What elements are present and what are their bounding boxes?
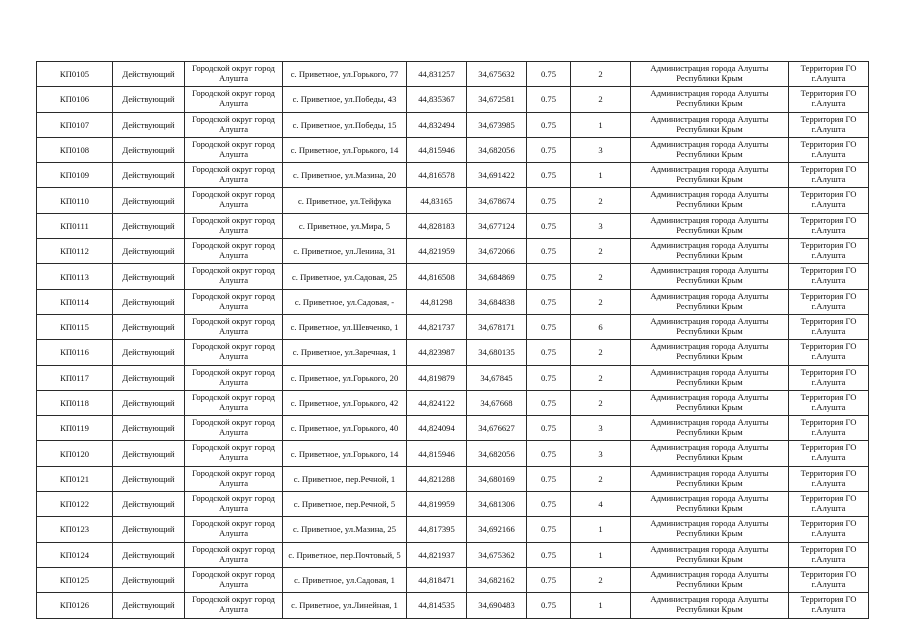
cell-volume: 0.75: [527, 492, 571, 517]
collection-points-table: [36, 61, 869, 619]
cell-code: КП0108: [37, 137, 113, 162]
cell-code: КП0118: [37, 390, 113, 415]
cell-owner: Администрация города Алушты Республики Крым: [631, 542, 789, 567]
cell-volume: 0.75: [527, 466, 571, 491]
cell-latitude: 44,81298: [407, 289, 467, 314]
cell-container-count: 1: [571, 593, 631, 618]
cell-territory: Территория ГО г.Алушта: [789, 137, 869, 162]
cell-status: Действующий: [113, 517, 185, 542]
cell-code: КП0114: [37, 289, 113, 314]
cell-municipality: Городской округ город Алушта: [185, 213, 283, 238]
cell-latitude: 44,83165: [407, 188, 467, 213]
cell-territory: Территория ГО г.Алушта: [789, 314, 869, 339]
cell-territory: Территория ГО г.Алушта: [789, 390, 869, 415]
cell-longitude: 34,681306: [467, 492, 527, 517]
cell-municipality: Городской округ город Алушта: [185, 466, 283, 491]
cell-volume: 0.75: [527, 340, 571, 365]
cell-address: с. Приветное, пер.Почтовый, 5: [283, 542, 407, 567]
cell-municipality: Городской округ город Алушта: [185, 340, 283, 365]
cell-territory: Территория ГО г.Алушта: [789, 593, 869, 618]
cell-owner: Администрация города Алушты Республики Крым: [631, 163, 789, 188]
cell-container-count: 3: [571, 441, 631, 466]
cell-status: Действующий: [113, 492, 185, 517]
cell-code: КП0113: [37, 264, 113, 289]
cell-municipality: Городской округ город Алушта: [185, 517, 283, 542]
cell-latitude: 44,828183: [407, 213, 467, 238]
cell-address: с. Приветное, ул.Горького, 42: [283, 390, 407, 415]
cell-container-count: 2: [571, 365, 631, 390]
table-body: [37, 62, 869, 619]
cell-longitude: 34,682162: [467, 567, 527, 592]
table-row: [37, 466, 869, 491]
table-row: [37, 492, 869, 517]
cell-owner: Администрация города Алушты Республики Крым: [631, 137, 789, 162]
cell-status: Действующий: [113, 416, 185, 441]
cell-code: КП0120: [37, 441, 113, 466]
cell-volume: 0.75: [527, 213, 571, 238]
cell-latitude: 44,819959: [407, 492, 467, 517]
cell-latitude: 44,817395: [407, 517, 467, 542]
cell-container-count: 2: [571, 340, 631, 365]
cell-status: Действующий: [113, 466, 185, 491]
cell-owner: Администрация города Алушты Республики Крым: [631, 264, 789, 289]
cell-address: с. Приветное, ул.Победы, 43: [283, 87, 407, 112]
cell-longitude: 34,67668: [467, 390, 527, 415]
cell-status: Действующий: [113, 365, 185, 390]
cell-address: с. Приветное, ул.Ленина, 31: [283, 239, 407, 264]
cell-container-count: 2: [571, 62, 631, 87]
cell-latitude: 44,814535: [407, 593, 467, 618]
cell-territory: Территория ГО г.Алушта: [789, 87, 869, 112]
cell-owner: Администрация города Алушты Республики Крым: [631, 466, 789, 491]
cell-volume: 0.75: [527, 416, 571, 441]
cell-longitude: 34,677124: [467, 213, 527, 238]
cell-municipality: Городской округ город Алушта: [185, 365, 283, 390]
cell-status: Действующий: [113, 567, 185, 592]
cell-latitude: 44,819879: [407, 365, 467, 390]
cell-territory: Территория ГО г.Алушта: [789, 112, 869, 137]
cell-municipality: Городской округ город Алушта: [185, 289, 283, 314]
cell-owner: Администрация города Алушты Республики Крым: [631, 517, 789, 542]
cell-longitude: 34,692166: [467, 517, 527, 542]
cell-longitude: 34,672066: [467, 239, 527, 264]
cell-status: Действующий: [113, 593, 185, 618]
cell-code: КП0111: [37, 213, 113, 238]
cell-volume: 0.75: [527, 390, 571, 415]
cell-municipality: Городской округ город Алушта: [185, 416, 283, 441]
cell-code: КП0115: [37, 314, 113, 339]
cell-address: с. Приветное, ул.Садовая, -: [283, 289, 407, 314]
table-row: [37, 62, 869, 87]
cell-container-count: 3: [571, 213, 631, 238]
cell-owner: Администрация города Алушты Республики Крым: [631, 365, 789, 390]
cell-longitude: 34,690483: [467, 593, 527, 618]
cell-territory: Территория ГО г.Алушта: [789, 62, 869, 87]
cell-address: с. Приветное, ул.Садовая, 25: [283, 264, 407, 289]
cell-longitude: 34,680135: [467, 340, 527, 365]
cell-container-count: 3: [571, 416, 631, 441]
cell-owner: Администрация города Алушты Республики Крым: [631, 289, 789, 314]
cell-code: КП0109: [37, 163, 113, 188]
cell-volume: 0.75: [527, 112, 571, 137]
cell-status: Действующий: [113, 137, 185, 162]
cell-latitude: 44,824094: [407, 416, 467, 441]
cell-status: Действующий: [113, 390, 185, 415]
cell-municipality: Городской округ город Алушта: [185, 112, 283, 137]
cell-address: с. Приветное, ул.Мазина, 20: [283, 163, 407, 188]
cell-status: Действующий: [113, 112, 185, 137]
table-row: [37, 542, 869, 567]
table-row: [37, 340, 869, 365]
cell-longitude: 34,678674: [467, 188, 527, 213]
cell-volume: 0.75: [527, 441, 571, 466]
cell-container-count: 2: [571, 188, 631, 213]
table-row: [37, 112, 869, 137]
table-row: [37, 188, 869, 213]
table-row: [37, 390, 869, 415]
cell-territory: Территория ГО г.Алушта: [789, 365, 869, 390]
cell-owner: Администрация города Алушты Республики Крым: [631, 188, 789, 213]
cell-container-count: 2: [571, 289, 631, 314]
cell-code: КП0106: [37, 87, 113, 112]
cell-container-count: 2: [571, 466, 631, 491]
cell-owner: Администрация города Алушты Республики Крым: [631, 213, 789, 238]
table-row: [37, 289, 869, 314]
cell-latitude: 44,821288: [407, 466, 467, 491]
cell-address: с. Приветное, ул.Победы, 15: [283, 112, 407, 137]
table-row: [37, 517, 869, 542]
cell-longitude: 34,682056: [467, 137, 527, 162]
cell-longitude: 34,684869: [467, 264, 527, 289]
cell-container-count: 4: [571, 492, 631, 517]
cell-territory: Территория ГО г.Алушта: [789, 239, 869, 264]
cell-latitude: 44,821737: [407, 314, 467, 339]
cell-longitude: 34,678171: [467, 314, 527, 339]
cell-latitude: 44,815946: [407, 137, 467, 162]
cell-territory: Территория ГО г.Алушта: [789, 264, 869, 289]
cell-container-count: 2: [571, 264, 631, 289]
cell-status: Действующий: [113, 213, 185, 238]
cell-owner: Администрация города Алушты Республики Крым: [631, 340, 789, 365]
cell-code: КП0107: [37, 112, 113, 137]
cell-code: КП0126: [37, 593, 113, 618]
cell-owner: Администрация города Алушты Республики Крым: [631, 441, 789, 466]
cell-address: с. Приветное, пер.Речной, 1: [283, 466, 407, 491]
cell-container-count: 1: [571, 163, 631, 188]
cell-address: с. Приветное, ул.Шевченко, 1: [283, 314, 407, 339]
cell-longitude: 34,675632: [467, 62, 527, 87]
cell-status: Действующий: [113, 264, 185, 289]
cell-latitude: 44,832494: [407, 112, 467, 137]
cell-territory: Территория ГО г.Алушта: [789, 542, 869, 567]
cell-code: КП0121: [37, 466, 113, 491]
cell-volume: 0.75: [527, 87, 571, 112]
cell-address: с. Приветное, ул.Мира, 5: [283, 213, 407, 238]
table-row: [37, 239, 869, 264]
cell-container-count: 2: [571, 567, 631, 592]
cell-territory: Территория ГО г.Алушта: [789, 492, 869, 517]
cell-address: с. Приветное, ул.Садовая, 1: [283, 567, 407, 592]
cell-latitude: 44,816508: [407, 264, 467, 289]
cell-volume: 0.75: [527, 289, 571, 314]
cell-territory: Территория ГО г.Алушта: [789, 441, 869, 466]
table-row: [37, 87, 869, 112]
cell-latitude: 44,815946: [407, 441, 467, 466]
cell-status: Действующий: [113, 239, 185, 264]
cell-volume: 0.75: [527, 542, 571, 567]
cell-status: Действующий: [113, 441, 185, 466]
table-row: [37, 365, 869, 390]
cell-code: КП0110: [37, 188, 113, 213]
cell-address: с. Приветное, ул.Горького, 14: [283, 137, 407, 162]
cell-status: Действующий: [113, 87, 185, 112]
cell-status: Действующий: [113, 542, 185, 567]
cell-municipality: Городской округ город Алушта: [185, 593, 283, 618]
cell-territory: Территория ГО г.Алушта: [789, 188, 869, 213]
cell-longitude: 34,675362: [467, 542, 527, 567]
cell-municipality: Городской округ город Алушта: [185, 492, 283, 517]
cell-owner: Администрация города Алушты Республики Крым: [631, 390, 789, 415]
cell-municipality: Городской округ город Алушта: [185, 441, 283, 466]
cell-code: КП0124: [37, 542, 113, 567]
cell-municipality: Городской округ город Алушта: [185, 188, 283, 213]
table-row: [37, 567, 869, 592]
cell-code: КП0105: [37, 62, 113, 87]
cell-address: с. Приветное, ул.Горького, 14: [283, 441, 407, 466]
cell-owner: Администрация города Алушты Республики Крым: [631, 62, 789, 87]
cell-address: с. Приветное, ул.Горького, 40: [283, 416, 407, 441]
cell-longitude: 34,67845: [467, 365, 527, 390]
cell-owner: Администрация города Алушты Республики Крым: [631, 593, 789, 618]
table-row: [37, 593, 869, 618]
cell-code: КП0116: [37, 340, 113, 365]
cell-status: Действующий: [113, 163, 185, 188]
cell-latitude: 44,824122: [407, 390, 467, 415]
cell-territory: Территория ГО г.Алушта: [789, 416, 869, 441]
cell-owner: Администрация города Алушты Республики Крым: [631, 87, 789, 112]
cell-municipality: Городской округ город Алушта: [185, 87, 283, 112]
cell-longitude: 34,691422: [467, 163, 527, 188]
cell-status: Действующий: [113, 314, 185, 339]
cell-address: с. Приветное, ул.Горького, 20: [283, 365, 407, 390]
cell-owner: Администрация города Алушты Республики Крым: [631, 112, 789, 137]
cell-container-count: 6: [571, 314, 631, 339]
cell-container-count: 3: [571, 137, 631, 162]
cell-container-count: 1: [571, 112, 631, 137]
cell-owner: Администрация города Алушты Республики Крым: [631, 492, 789, 517]
table-row: [37, 416, 869, 441]
cell-address: с. Приветное, пер.Речной, 5: [283, 492, 407, 517]
cell-longitude: 34,680169: [467, 466, 527, 491]
cell-code: КП0117: [37, 365, 113, 390]
cell-municipality: Городской округ город Алушта: [185, 567, 283, 592]
cell-latitude: 44,831257: [407, 62, 467, 87]
cell-longitude: 34,672581: [467, 87, 527, 112]
cell-owner: Администрация города Алушты Республики Крым: [631, 239, 789, 264]
cell-territory: Территория ГО г.Алушта: [789, 340, 869, 365]
cell-container-count: 2: [571, 239, 631, 264]
cell-latitude: 44,818471: [407, 567, 467, 592]
cell-code: КП0119: [37, 416, 113, 441]
cell-container-count: 2: [571, 390, 631, 415]
cell-volume: 0.75: [527, 163, 571, 188]
cell-municipality: Городской округ город Алушта: [185, 137, 283, 162]
cell-latitude: 44,816578: [407, 163, 467, 188]
cell-address: с. Приветное, ул.Тейфука: [283, 188, 407, 213]
cell-latitude: 44,821959: [407, 239, 467, 264]
cell-municipality: Городской округ город Алушта: [185, 163, 283, 188]
cell-address: с. Приветное, ул.Заречная, 1: [283, 340, 407, 365]
cell-status: Действующий: [113, 340, 185, 365]
cell-municipality: Городской округ город Алушта: [185, 264, 283, 289]
cell-volume: 0.75: [527, 365, 571, 390]
cell-latitude: 44,823987: [407, 340, 467, 365]
cell-latitude: 44,835367: [407, 87, 467, 112]
cell-volume: 0.75: [527, 517, 571, 542]
cell-municipality: Городской округ город Алушта: [185, 542, 283, 567]
cell-address: с. Приветное, ул.Линейная, 1: [283, 593, 407, 618]
cell-volume: 0.75: [527, 264, 571, 289]
table-row: [37, 213, 869, 238]
cell-status: Действующий: [113, 188, 185, 213]
cell-longitude: 34,673985: [467, 112, 527, 137]
cell-container-count: 2: [571, 87, 631, 112]
cell-municipality: Городской округ город Алушта: [185, 239, 283, 264]
cell-territory: Территория ГО г.Алушта: [789, 466, 869, 491]
cell-container-count: 1: [571, 517, 631, 542]
cell-municipality: Городской округ город Алушта: [185, 314, 283, 339]
cell-territory: Территория ГО г.Алушта: [789, 213, 869, 238]
cell-latitude: 44,821937: [407, 542, 467, 567]
cell-longitude: 34,676627: [467, 416, 527, 441]
cell-address: с. Приветное, ул.Горького, 77: [283, 62, 407, 87]
cell-address: с. Приветное, ул.Мазина, 25: [283, 517, 407, 542]
table-row: [37, 163, 869, 188]
cell-status: Действующий: [113, 62, 185, 87]
cell-territory: Территория ГО г.Алушта: [789, 289, 869, 314]
table-row: [37, 137, 869, 162]
cell-code: КП0112: [37, 239, 113, 264]
table-row: [37, 314, 869, 339]
cell-owner: Администрация города Алушты Республики Крым: [631, 567, 789, 592]
cell-code: КП0125: [37, 567, 113, 592]
cell-owner: Администрация города Алушты Республики Крым: [631, 314, 789, 339]
cell-container-count: 1: [571, 542, 631, 567]
cell-volume: 0.75: [527, 62, 571, 87]
cell-volume: 0.75: [527, 593, 571, 618]
cell-longitude: 34,684838: [467, 289, 527, 314]
cell-volume: 0.75: [527, 239, 571, 264]
table-row: [37, 264, 869, 289]
cell-volume: 0.75: [527, 314, 571, 339]
cell-longitude: 34,682056: [467, 441, 527, 466]
cell-territory: Территория ГО г.Алушта: [789, 567, 869, 592]
cell-code: КП0122: [37, 492, 113, 517]
table-row: [37, 441, 869, 466]
cell-municipality: Городской округ город Алушта: [185, 390, 283, 415]
cell-owner: Администрация города Алушты Республики Крым: [631, 416, 789, 441]
cell-volume: 0.75: [527, 567, 571, 592]
cell-territory: Территория ГО г.Алушта: [789, 163, 869, 188]
cell-volume: 0.75: [527, 137, 571, 162]
cell-status: Действующий: [113, 289, 185, 314]
cell-code: КП0123: [37, 517, 113, 542]
cell-volume: 0.75: [527, 188, 571, 213]
cell-territory: Территория ГО г.Алушта: [789, 517, 869, 542]
cell-municipality: Городской округ город Алушта: [185, 62, 283, 87]
